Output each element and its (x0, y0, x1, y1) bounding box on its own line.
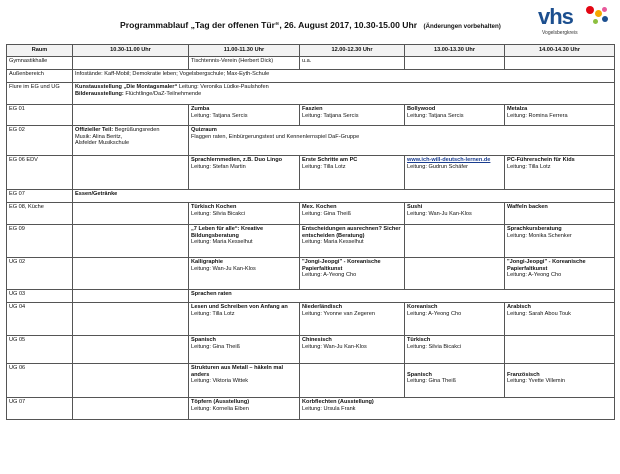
table-cell (300, 398, 615, 420)
course-title: „7 Leben für alle“: Kreative Bildungsberatung (191, 226, 264, 239)
table-cell (505, 156, 615, 190)
logo-dot-pink (602, 7, 607, 12)
table-row (7, 303, 615, 336)
title-note: (Änderungen vorbehalten) (423, 23, 501, 30)
table-cell (73, 203, 189, 225)
table-cell (405, 364, 505, 398)
course-lead: Leitung: Maria Kesselhut (191, 239, 253, 246)
table-cell (300, 364, 405, 398)
course-title: Chinesisch (302, 337, 332, 343)
course-title: Waffeln backen (507, 204, 548, 210)
course-lead: Leitung: Wan-Ju Kan-Klos (302, 343, 367, 350)
room-cell: EG 08, Küche (7, 203, 73, 225)
course-title: Erste Schritte am PC (302, 157, 358, 163)
table-row (7, 156, 615, 190)
table-row (7, 336, 615, 364)
course-title: Türkisch Kochen (191, 204, 237, 210)
table-row (7, 398, 615, 420)
room-cell: EG 09 (7, 225, 73, 258)
table-cell (405, 258, 505, 290)
course-title: Arabisch (507, 304, 531, 310)
course-title: "Jongi-Jeopgi" - Koreanische Papierfaltkunst (302, 259, 381, 272)
course-lead: Leitung: Tilla Lotz (191, 310, 235, 317)
table-cell (189, 303, 300, 336)
course-lead: Leitung: Stefan Martin (191, 163, 246, 170)
course-title: Bollywood (407, 106, 436, 112)
table-row (7, 203, 615, 225)
room-cell: EG 02 (7, 126, 73, 156)
column-header-slot-5: 14.00-14.30 Uhr (505, 45, 615, 57)
exhibition-lead: Flüchtlinge/DaZ-Teilnehmende (123, 90, 202, 97)
table-cell (189, 336, 300, 364)
room-cell: EG 07 (7, 190, 73, 203)
course-lead: Leitung: Romina Ferrera (507, 112, 568, 119)
course-title: Sushi (407, 204, 423, 210)
table-cell (405, 105, 505, 126)
course-lead: Leitung: Tatjana Sercis (302, 112, 359, 119)
course-lead: Leitung: Maria Kesselhut (302, 239, 364, 246)
logo-dot-green (593, 19, 598, 24)
table-cell (73, 190, 615, 203)
course-title: Strukturen aus Metall – häkeln mal anders (191, 365, 284, 378)
table-cell (300, 105, 405, 126)
course-lead: Leitung: Monika Schenker (507, 232, 572, 239)
logo-dot-yellow (595, 10, 602, 17)
table-row (7, 70, 615, 83)
table-cell (300, 203, 405, 225)
course-title: Essen/Getränke (75, 191, 118, 197)
table-row (7, 57, 615, 70)
table-cell (405, 57, 505, 70)
table-cell (300, 258, 405, 290)
course-title: Metalza (507, 106, 528, 112)
table-cell (189, 105, 300, 126)
table-cell (73, 398, 189, 420)
table-cell (300, 303, 405, 336)
course-title: Korbflechten (Ausstellung) (302, 399, 374, 405)
table-cell (405, 156, 505, 190)
table-cell (505, 336, 615, 364)
logo-dot-red (586, 6, 594, 14)
course-lead: Leitung: Silvia Bicakci (407, 343, 462, 350)
room-cell: UG 06 (7, 364, 73, 398)
table-cell (73, 258, 189, 290)
table-row (7, 258, 615, 290)
table-row (7, 83, 615, 105)
course-lead: Leitung: Gudrun Schäfer (407, 163, 468, 170)
course-lead: Leitung: A-Yeong Cho (507, 272, 562, 279)
column-header-slot-1: 10.30-11.00 Uhr (73, 45, 189, 57)
course-title: Mex. Kochen (302, 204, 337, 210)
course-lead: Leitung: Kornelia Eiben (191, 405, 249, 412)
course-title: Niederländisch (302, 304, 343, 310)
table-cell (505, 57, 615, 70)
table-header-row (7, 45, 615, 57)
table-cell (73, 225, 189, 258)
course-title: Zumba (191, 106, 210, 112)
room-cell: Flure im EG und UG (7, 83, 73, 105)
room-cell: UG 03 (7, 290, 73, 303)
table-row (7, 105, 615, 126)
logo-dot-blue (602, 16, 608, 22)
table-cell: Infostände: Kaff-Mobil; Demokratie leben; Vogelsbergschule; Max-Eyth-Schule (73, 70, 615, 83)
course-lead: Leitung: Tilla Lotz (302, 163, 346, 170)
table-cell (73, 303, 189, 336)
course-lead: Leitung: A-Yeong Cho (302, 272, 357, 279)
course-lead: Leitung: Wan-Ju Kan-Klos (407, 210, 472, 217)
table-cell (73, 336, 189, 364)
table-cell (73, 126, 189, 156)
column-header-slot-3: 12.00-12.30 Uhr (300, 45, 405, 57)
page-header (0, 0, 620, 44)
course-lead: Leitung: Tatjana Sercis (407, 112, 464, 119)
table-cell (73, 290, 189, 303)
table-cell: u.a. (300, 57, 405, 70)
course-lead: Leitung: Gina Theiß (302, 210, 352, 217)
course-lead: Leitung: Wan-Ju Kan-Klos (191, 265, 256, 272)
table-cell (73, 57, 189, 70)
course-lead: Leitung: Yvonne van Zegeren (302, 310, 375, 317)
room-cell: UG 07 (7, 398, 73, 420)
table-row (7, 290, 615, 303)
table-cell (505, 303, 615, 336)
table-row (7, 190, 615, 203)
course-lead: Flaggen raten, Einbürgerungstest und Kennenlernspiel DaF-Gruppe (191, 133, 360, 140)
course-lead: Leitung: Silvia Bicakci (191, 210, 246, 217)
course-title: Koreanisch (407, 304, 438, 310)
room-cell: UG 05 (7, 336, 73, 364)
table-row (7, 364, 615, 398)
course-title: Kalligraphie (191, 259, 224, 265)
table-cell (189, 126, 615, 156)
table-cell (189, 258, 300, 290)
table-cell (505, 258, 615, 290)
course-lead: Leitung: Yvette Villemin (507, 378, 565, 385)
programme-table (6, 44, 615, 420)
exhibition-lead: Leitung: Veronika Lüdke-Paulshofen (177, 84, 269, 90)
table-cell: Tischtennis-Verein (Herbert Dick) (189, 57, 300, 70)
course-title: Französisch (507, 371, 540, 378)
table-cell (405, 303, 505, 336)
table-cell (505, 203, 615, 225)
website-link[interactable]: www.ich-will-deutsch-lernen.de (407, 157, 491, 163)
table-cell (189, 364, 300, 398)
logo-text: vhs (538, 4, 573, 29)
course-title: Lesen und Schreiben von Anfang an (191, 304, 288, 310)
table-cell (300, 156, 405, 190)
course-title: Quizraum (191, 127, 217, 133)
course-title: Sprachkursberatung (507, 226, 562, 232)
course-lead: Leitung: Viktoria Wittek (191, 378, 249, 385)
course-title: Töpfern (Ausstellung) (191, 399, 250, 405)
vhs-logo (536, 4, 620, 40)
room-cell: EG 01 (7, 105, 73, 126)
table-cell (189, 225, 300, 258)
page-title (120, 20, 501, 30)
room-cell: Außenbereich (7, 70, 73, 83)
course-title: Sprachen raten (191, 291, 232, 297)
table-cell (189, 398, 300, 420)
course-lead: Leitung: Tilla Lotz (507, 163, 551, 170)
column-header-slot-4: 13.00-13.30 Uhr (405, 45, 505, 57)
title-text: Programmablauf „Tag der offenen Tür“, 26. August 2017, 10.30-15.00 Uhr (120, 20, 418, 30)
room-cell: UG 04 (7, 303, 73, 336)
course-title: Spanisch (407, 371, 432, 378)
course-title: Entscheidungen ausrechnen? Sicher entscheiden (Beratung) (302, 226, 401, 239)
official-part-text: Begrüßungsreden (113, 127, 160, 133)
course-lead: Leitung: Gina Theiß (191, 343, 241, 350)
course-title: Sprachlernmedien, z.B. Duo Lingo (191, 157, 283, 163)
table-cell (300, 336, 405, 364)
course-title: "Jongi-Jeopgi" - Koreanische Papierfaltkunst (507, 259, 586, 272)
room-cell: UG 02 (7, 258, 73, 290)
table-cell (505, 364, 615, 398)
room-cell: EG 06 EDV (7, 156, 73, 190)
table-cell (300, 225, 405, 258)
table-row (7, 225, 615, 258)
course-title: Türkisch (407, 337, 431, 343)
exhibition-title: Bilderausstellung: (75, 90, 124, 97)
table-cell (405, 336, 505, 364)
table-cell (73, 156, 189, 190)
table-cell (505, 105, 615, 126)
table-cell (189, 203, 300, 225)
table-row (7, 126, 615, 156)
course-title: PC-Führerschein für Kids (507, 157, 575, 163)
logo-subtitle: Vogelsbergkreis (542, 30, 578, 36)
room-cell: Gymnastikhalle (7, 57, 73, 70)
course-lead: Leitung: Tatjana Sercis (191, 112, 248, 119)
music-school-text: Alsfelder Musikschule (75, 140, 130, 147)
course-lead: Leitung: A-Yeong Cho (407, 310, 462, 317)
column-header-slot-2: 11.00-11.30 Uhr (189, 45, 300, 57)
table-cell (73, 364, 189, 398)
table-cell (189, 156, 300, 190)
music-text: Musik: Alina Beritz, (75, 133, 123, 140)
table-cell (405, 225, 505, 258)
exhibition-title: Kunstausstellung „Die Montagsmaler“ (75, 84, 178, 90)
course-lead: Leitung: Gina Theiß (407, 378, 457, 385)
table-cell (505, 225, 615, 258)
table-cell (405, 203, 505, 225)
official-part-title: Offizieller Teil: (75, 127, 114, 133)
course-lead: Leitung: Sarah Abou Touk (507, 310, 571, 317)
course-lead: Leitung: Ursula Frank (302, 405, 356, 412)
table-cell (189, 290, 615, 303)
table-cell (73, 105, 189, 126)
column-header-room: Raum (7, 45, 73, 57)
table-cell (73, 83, 615, 105)
course-title: Spanisch (191, 337, 216, 343)
course-title: Faszien (302, 106, 323, 112)
